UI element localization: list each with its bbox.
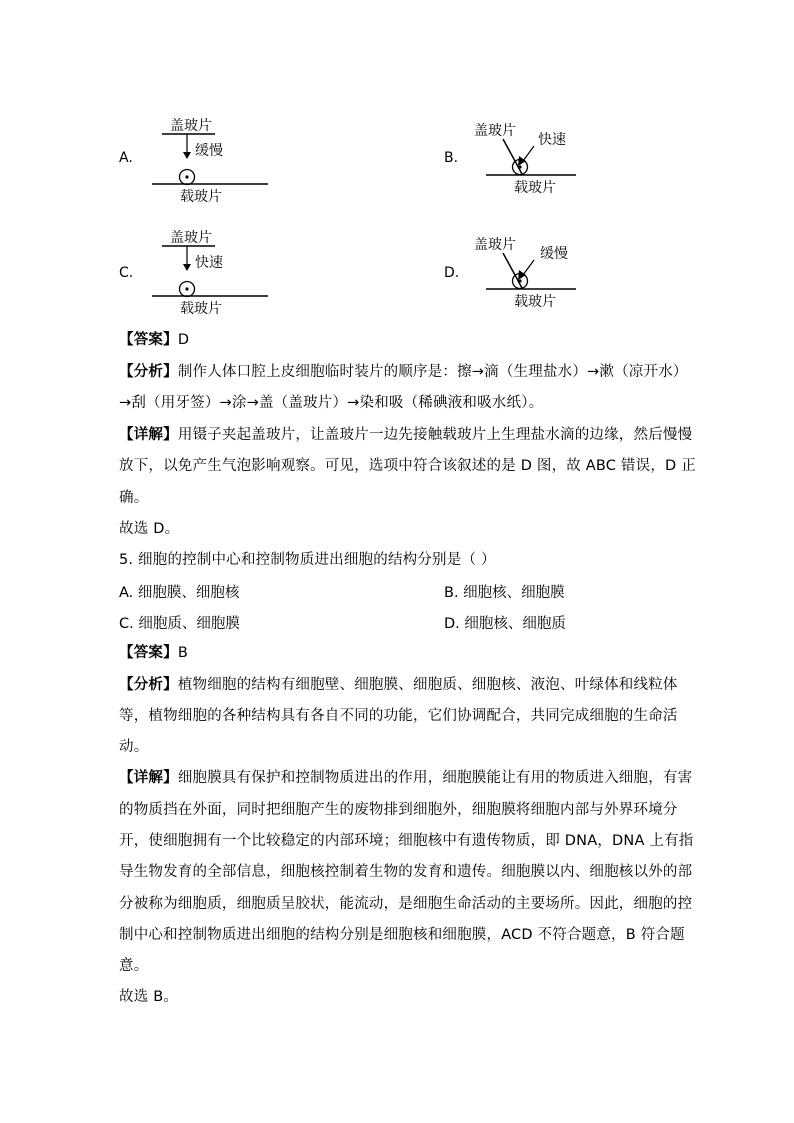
q5-detail-line-5: 分被称为细胞质，细胞质呈胶状，能流动，是细胞生命活动的主要场所。因此，细胞的控 (119, 896, 693, 912)
figure-d-droplet-dot (518, 279, 521, 282)
q5-detail-tag: 【详解】 (119, 770, 178, 786)
q4-answer-value: D (177, 332, 190, 348)
q4-detail-line-2: 放下，以免产生气泡影响观察。可见，选项中符合该叙述的是 D 图，故 ABC 错误，D 正 (119, 458, 696, 474)
figure-b-arrow-shaft (523, 146, 534, 161)
figure-c-droplet-dot (185, 287, 188, 290)
figure-a-svg (150, 112, 275, 207)
figure-c (150, 224, 275, 319)
figure-a-speed-label: 缓慢 (195, 143, 223, 159)
q5-conclusion: 故选 B。 (119, 989, 179, 1005)
q4-detail-tag: 【详解】 (119, 427, 178, 443)
q5-detail-line-3: 开，使细胞拥有一个比较稳定的内部环境；细胞核中有遗传物质，即 DNA，DNA 上有指 (119, 833, 694, 849)
figure-b-coverslip-label: 盖玻片 (474, 123, 516, 139)
figure-a-slide-label: 载玻片 (180, 189, 222, 205)
q4-detail-line-3: 确。 (119, 490, 149, 506)
q5-analysis-line-1 (119, 675, 678, 695)
q5-question: 5. 细胞的控制中心和控制物质进出细胞的结构分别是（ ） (119, 552, 496, 568)
q4-answer-tag: 【答案】 (119, 332, 178, 348)
figure-b-droplet-dot (518, 165, 521, 168)
q4-analysis-line-1 (119, 362, 688, 382)
q5-detail-line-6: 制中心和控制物质进出细胞的结构分别是细胞核和细胞膜，ACD 不符合题意，B 符合题 (119, 927, 685, 943)
figure-b-slide-label: 载玻片 (514, 180, 556, 196)
q5-detail-line-2: 的物质挡在外面，同时把细胞产生的废物排到细胞外，细胞膜将细胞内部与外界环境分 (119, 802, 678, 818)
figure-b (470, 116, 590, 200)
q5-analysis-line-3: 动。 (119, 739, 149, 755)
figure-c-speed-label: 快速 (195, 255, 223, 271)
q5-option-a: A. 细胞膜、细胞核 (119, 585, 240, 601)
figure-d (470, 230, 590, 314)
q4-answer-line (119, 330, 189, 350)
q5-detail-text-1: 细胞膜具有保护和控制物质进出的作用，细胞膜能让有用的物质进入细胞，有害 (177, 770, 693, 786)
figure-d-coverslip-label: 盖玻片 (474, 237, 516, 253)
q4-analysis-line-2: →刮（用牙签）→涂→盖（盖玻片）→染和吸（稀碘液和吸水纸）。 (119, 395, 544, 411)
q4-conclusion: 故选 D。 (119, 521, 180, 537)
figure-c-svg (150, 224, 275, 319)
q5-option-d: D. 细胞核、细胞质 (444, 616, 566, 632)
figure-d-svg (470, 230, 590, 314)
q5-answer-line (119, 643, 188, 663)
q5-analysis-text-1: 植物细胞的结构有细胞壁、细胞膜、细胞质、细胞核、液泡、叶绿体和线粒体 (177, 677, 678, 693)
figure-d-speed-label: 缓慢 (540, 246, 568, 262)
figure-c-coverslip-label: 盖玻片 (170, 230, 212, 246)
figure-b-speed-label: 快速 (538, 132, 566, 148)
q5-answer-value: B (177, 645, 188, 661)
q4-analysis-tag: 【分析】 (119, 364, 178, 380)
figure-a-droplet-dot (185, 175, 188, 178)
q4-analysis-text-1: 制作人体口腔上皮细胞临时装片的顺序是：擦→滴（生理盐水）→漱（凉开水） (177, 364, 688, 380)
figure-a-arrow-head (183, 152, 191, 159)
figure-d-arrow-shaft (523, 260, 534, 275)
figure-a-label: A. (119, 150, 133, 166)
q5-analysis-line-2: 等，植物细胞的各种结构具有各自不同的功能，它们协调配合，共同完成细胞的生命活 (119, 708, 678, 724)
figure-d-slide-label: 载玻片 (514, 294, 556, 310)
figure-b-svg (470, 116, 590, 200)
figure-d-label: D. (444, 265, 460, 281)
q5-option-c: C. 细胞质、细胞膜 (119, 616, 240, 632)
figure-b-label: B. (444, 150, 459, 166)
q5-detail-line-1 (119, 768, 692, 788)
q5-detail-line-7: 意。 (119, 958, 149, 974)
figure-c-arrow-head (183, 264, 191, 271)
q5-detail-line-4: 导生物发育的全部信息，细胞核控制着生物的发育和遗传。细胞膜以内、细胞核以外的部 (119, 864, 693, 880)
figure-a (150, 112, 275, 207)
q5-option-b: B. 细胞核、细胞膜 (444, 585, 565, 601)
q5-answer-tag: 【答案】 (119, 645, 178, 661)
q4-detail-text-1: 用镊子夹起盖玻片，让盖玻片一边先接触载玻片上生理盐水滴的边缘，然后慢慢 (177, 427, 693, 443)
q4-detail-line-1 (119, 425, 692, 445)
figure-a-coverslip-label: 盖玻片 (170, 118, 212, 134)
figure-c-label: C. (119, 265, 134, 281)
q5-analysis-tag: 【分析】 (119, 677, 178, 693)
figure-c-slide-label: 载玻片 (180, 301, 222, 317)
